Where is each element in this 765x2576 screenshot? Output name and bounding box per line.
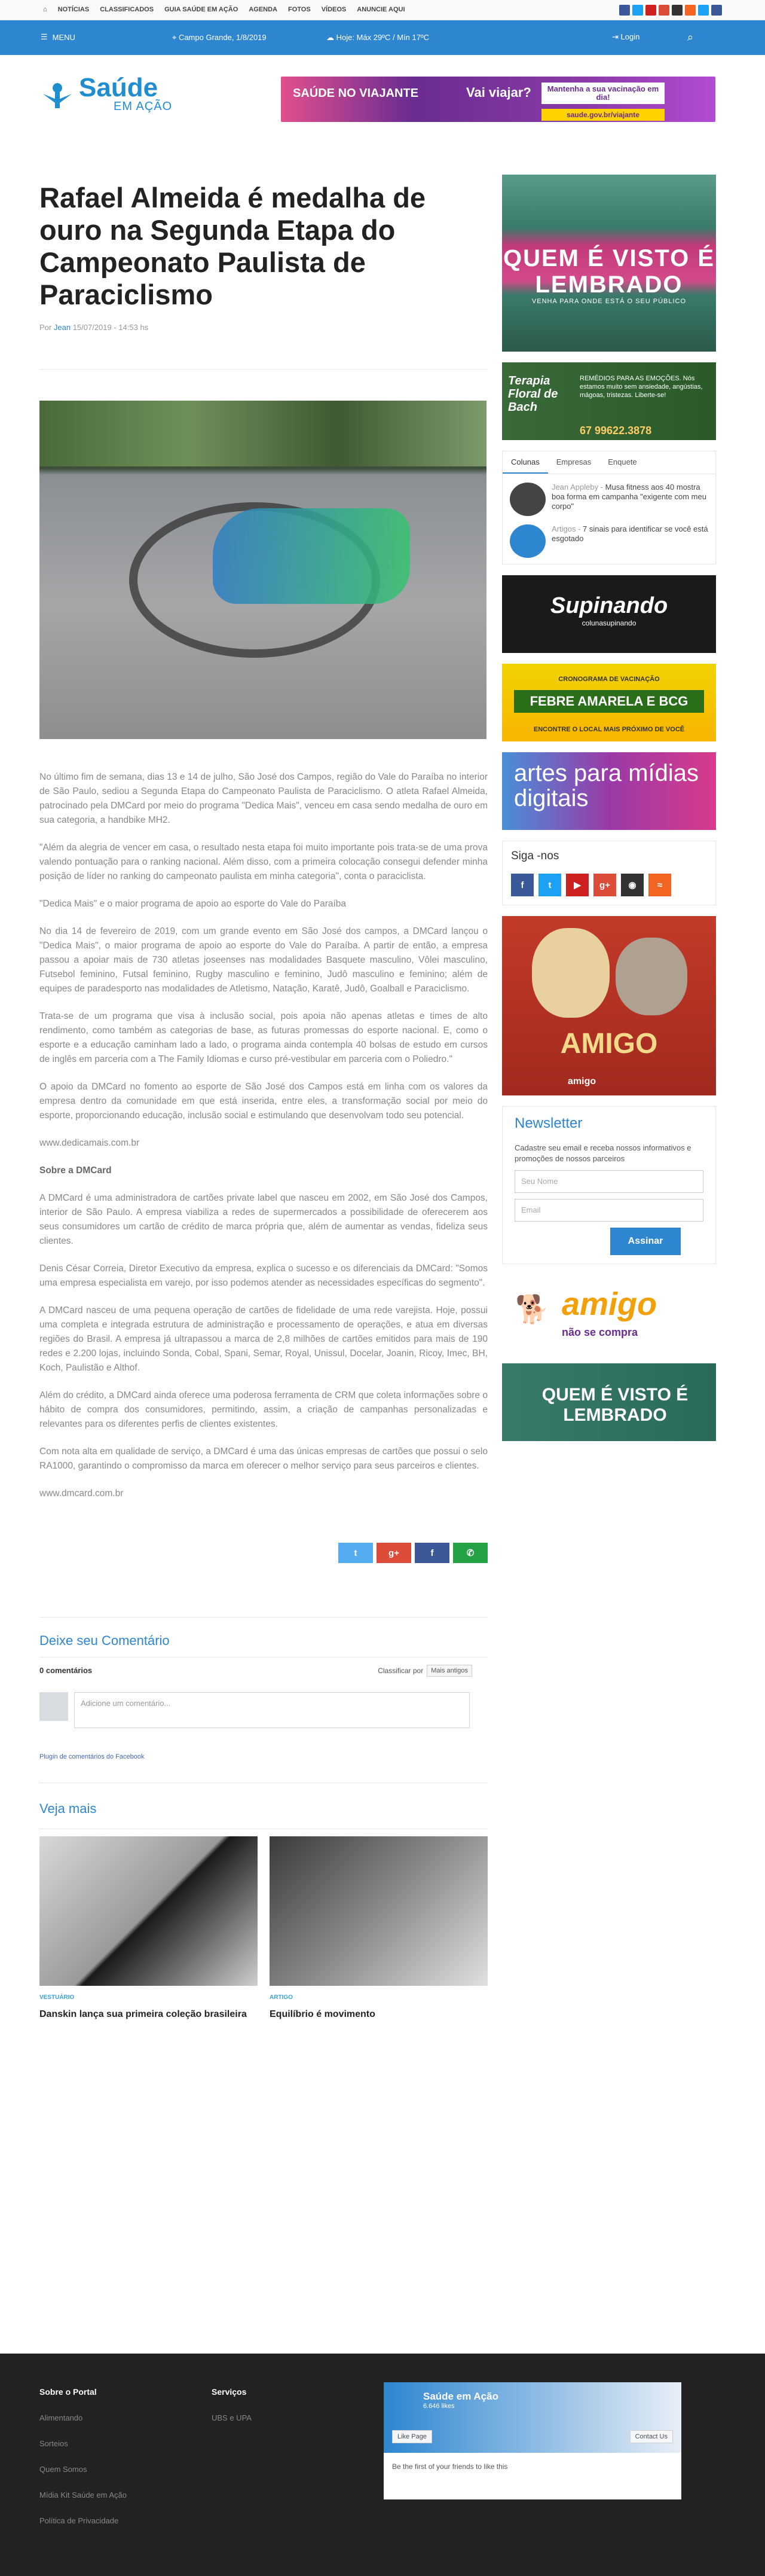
tab-header	[503, 451, 715, 474]
sidebar-ad-artes[interactable]	[502, 752, 716, 830]
avatar	[510, 524, 546, 558]
meta-by: Por	[39, 323, 52, 332]
dmcard-link[interactable]: www.dmcard.com.br	[39, 1488, 124, 1498]
footer-col-servicos	[212, 2387, 252, 2422]
top-link-agenda[interactable]: AGENDA	[249, 6, 277, 13]
footer-link[interactable]: Quem Somos	[39, 2465, 87, 2474]
sidebar	[502, 175, 716, 1452]
newsletter-desc: Cadastre seu email e receba nossos informativos e promoções de nossos parceiros	[515, 1143, 691, 1163]
divider	[39, 369, 488, 370]
pets-brand: amigo	[568, 1076, 596, 1086]
ad-purple-text: artes para mídias digitais	[514, 760, 699, 811]
sidebar-ad-floral[interactable]	[502, 362, 716, 440]
paragraph: Com nota alta em qualidade de serviço, a DMCard é uma das únicas empresas de cartões que possui o selo RA1000, garantindo o compromisso da marca em oferecer o melhor serviço para seus parceiros e clientes.	[39, 1446, 488, 1471]
article-title: Rafael Almeida é medalha de ouro na Segunda Etapa do Campeonato Paulista de Paraciclismo	[39, 182, 426, 310]
tab-item-author: Jean Appleby -	[552, 483, 604, 492]
instagram-icon[interactable]	[672, 5, 683, 16]
ad1-sub: VENHA PARA ONDE ESTÁ O SEU PÚBLICO	[531, 298, 687, 305]
site-header	[0, 55, 765, 127]
name-field[interactable]: Seu Nome	[515, 1170, 703, 1193]
related-category: VESTUÁRIO	[39, 1994, 75, 2001]
paragraph: Denis César Correia, Diretor Executivo da empresa, explica o sucesso e os diferenciais da DMCard: "Somos uma empresa especialista em varejo, por isso podemos atender as necessidades específicas do segmento".	[39, 1263, 488, 1288]
sidebar-ad-pets[interactable]	[502, 916, 716, 1095]
top-link-fotos[interactable]: FOTOS	[287, 6, 311, 13]
login-icon: ⇥	[612, 32, 621, 41]
facebook-comments	[39, 1657, 488, 1771]
related-section	[39, 1801, 488, 2020]
sort-label: Classificar por	[378, 1667, 424, 1675]
newsletter-title: Newsletter	[515, 1115, 583, 1131]
weather-text: Hoje: Máx 29ºC / Mín 17ºC	[336, 33, 430, 42]
linkedin-icon[interactable]	[711, 5, 722, 16]
search-icon[interactable]: ⌕	[687, 31, 694, 43]
article-column	[39, 182, 488, 2020]
tab-item-title[interactable]: Musa fitness aos 40 mostra boa forma em campanha "exigente com meu corpo"	[552, 483, 706, 511]
sidebar-ad-supinando[interactable]	[502, 575, 716, 653]
weather	[326, 33, 429, 42]
share-twitter-icon[interactable]: t	[338, 1543, 373, 1563]
login-button[interactable]	[612, 32, 639, 42]
amigo-title: amigo	[562, 1286, 657, 1322]
sidebar-ad-amigo[interactable]	[502, 1275, 716, 1353]
menu-label: MENU	[52, 32, 75, 42]
dog-image	[532, 928, 610, 1018]
footer-link[interactable]: Política de Privacidade	[39, 2516, 119, 2525]
article-date: 15/07/2019 - 14:53 hs	[72, 323, 149, 332]
location-date	[172, 33, 267, 42]
twitter-icon[interactable]	[632, 5, 643, 16]
pin-icon: ⌖	[172, 33, 179, 42]
related-card[interactable]	[39, 1836, 258, 2020]
twitter-icon[interactable]: t	[538, 874, 561, 896]
logo-name: Saúde	[79, 73, 158, 102]
login-label: Login	[620, 32, 640, 41]
blue-navbar	[0, 20, 765, 55]
paragraph: A DMCard nasceu de uma pequena operação de cartões de fidelidade de uma rede varejista. Hoje, possui uma completa e integrada estrutura de administração e processamento de operações, e atua em diversas regiões do Brasil. A empresa já ultrapassou a marca de 2,8 milhões de cartões emitidos para mais de 190 redes e 2.200 lojas, incluindo Sonda, Cobal, Spani, Semar, Royal, Unissul, Docelar, Joanin, Ricoy, Imec, BH, Koch, Paulistão e Althof.	[39, 1305, 488, 1373]
paragraph: Além do crédito, a DMCard ainda oferece uma poderosa ferramenta de CRM que coleta informações sobre o hábito de compra dos consumidores, permitindo, assim, a criação de campanhas personalizadas e relevantes para os diferentes perfis de clientes existentes.	[39, 1390, 488, 1429]
related-headline[interactable]: Equilíbrio é movimento	[270, 2009, 375, 2019]
footer-col-title: Sobre o Portal	[39, 2387, 97, 2397]
top-link-videos[interactable]: VÍDEOS	[321, 6, 347, 13]
tab-item-author: Artigos -	[552, 524, 581, 533]
share-whatsapp-icon[interactable]: ✆	[453, 1543, 488, 1563]
comments-count: 0 comentários	[39, 1666, 93, 1675]
paragraph: O apoio da DMCard no fomento ao esporte de São José dos Campos está em linha com os valores da empresa dentro da comunidade em que está inserida, entre eles, a transformação social por meio do esporte, proporcionando educação, inclusão social e estimulando que desenvolvam todo seu potencial.	[39, 1082, 488, 1121]
fb-likes: 6.646 likes	[423, 2403, 455, 2410]
paragraph: No último fim de semana, dias 13 e 14 de julho, São José dos Campos, região do Vale do Paraíba no interior de São Paulo, sediou a Segunda Etapa do Campeonato Paulista de Paraciclismo. O atleta Rafael Almeida, patrocinado pela DMCard por meio do programa "Dedica Mais", venceu em casa sendo medalha de ouro em sua categoria, a handbike MH2.	[39, 772, 488, 825]
tab-item-title[interactable]: 7 sinais para identificar se você está esgotado	[552, 524, 708, 543]
share-google-icon[interactable]: g+	[377, 1543, 411, 1563]
tab-colunas[interactable]: Colunas	[503, 451, 548, 474]
fb-contact-button[interactable]: Contact Us	[630, 2430, 673, 2443]
comment-box	[39, 1692, 470, 1728]
section-heading: Sobre a DMCard	[39, 1165, 112, 1176]
comment-input[interactable]: Adicione um comentário...	[74, 1692, 470, 1728]
ad2-title: Terapia Floral de Bach	[508, 374, 558, 414]
top-link-anuncie[interactable]: ANUNCIE AQUI	[357, 6, 405, 13]
rss-icon[interactable]	[685, 5, 696, 16]
ad2-phone: 67 99622.3878	[580, 425, 652, 437]
related-image	[39, 1836, 258, 1986]
article-author[interactable]: Jean	[53, 323, 71, 332]
home-icon[interactable]: ⌂	[43, 6, 47, 13]
logo-sub: EM AÇÃO	[114, 100, 173, 113]
ad-yellow-b: FEBRE AMARELA E BCG	[514, 690, 704, 713]
tab-empresas[interactable]: Empresas	[556, 457, 592, 466]
google-plus-icon[interactable]	[659, 5, 669, 16]
photo-trees	[39, 401, 486, 466]
avatar	[39, 1692, 68, 1721]
photo-rider	[213, 508, 410, 604]
ad2-text: REMÉDIOS PARA AS EMOÇÕES. Nós estamos muito sem ansiedade, angústias, mágoas, tristezas. Liberte-se!	[580, 375, 703, 399]
sidebar-ad-lembrado[interactable]	[502, 175, 716, 352]
related-cards	[39, 1829, 488, 2020]
follow-title: Siga -nos	[511, 850, 559, 862]
follow-us	[502, 841, 716, 905]
article-meta	[39, 323, 488, 332]
top-links	[43, 6, 405, 13]
sort-select[interactable]: Mais antigos	[427, 1665, 472, 1677]
email-field[interactable]: Email	[515, 1199, 703, 1222]
avatar	[510, 483, 546, 516]
fb-page-name[interactable]: Saúde em Ação	[423, 2391, 498, 2402]
youtube-icon[interactable]	[645, 5, 656, 16]
dedicamais-link[interactable]: www.dedicamais.com.br	[39, 1138, 140, 1148]
ad-dark-sub: colunasupinando	[582, 619, 637, 627]
tab-item[interactable]	[503, 516, 715, 558]
fb-cover	[384, 2382, 681, 2453]
top-link-noticias[interactable]: NOTÍCIAS	[57, 6, 90, 13]
site-footer	[0, 2354, 765, 2576]
logo-text	[79, 73, 173, 114]
related-headline[interactable]: Danskin lança sua primeira coleção brasileira	[39, 2009, 247, 2019]
comments-section	[39, 1633, 488, 1771]
cat-image	[616, 938, 687, 1015]
paragraph: "Além da alegria de vencer em casa, o resultado nesta etapa foi muito importante pois trata-se de uma prova valendo pontuação para o ranking nacional. Além disso, com a primeira colocação consegui defender minha posição de líder no ranking do campeonato paulista em minha categoria", conta o paraciclista.	[39, 843, 488, 881]
cloud-icon: ☁	[326, 33, 336, 42]
related-image	[270, 1836, 488, 1986]
logo-icon	[42, 80, 73, 111]
tab-enquete[interactable]: Enquete	[608, 457, 637, 466]
amigo-sub: não se compra	[562, 1326, 638, 1338]
comments-sort	[378, 1665, 472, 1677]
fb-plugin-label[interactable]: Plugin de comentários do Facebook	[39, 1753, 145, 1760]
follow-icons	[511, 874, 707, 896]
top-link-guia[interactable]: GUIA SAÚDE EM AÇÃO	[164, 6, 238, 13]
subscribe-button[interactable]: Assinar	[610, 1228, 681, 1255]
menu-button[interactable]	[41, 32, 75, 42]
related-title: Veja mais	[39, 1801, 97, 1816]
top-bar	[0, 0, 765, 20]
instagram-icon[interactable]: ◉	[621, 874, 644, 896]
banner-right-text: Mantenha a sua vacinação em dia!	[541, 83, 665, 104]
paragraph: A DMCard é uma administradora de cartões private label que nasceu em 2002, em São José dos Campos, interior de São Paulo. A empresa viabiliza a redes de supermercados a possibilidade de oferecerem aos seus consumidores um cartão de crédito de marca própria que, além de aumentar as vendas, fideliza seus clientes.	[39, 1193, 488, 1246]
facebook-icon[interactable]	[619, 5, 630, 16]
lembr-title: QUEM É VISTO É LEMBRADO	[541, 1385, 688, 1425]
ad-dark-title: Supinando	[550, 593, 668, 618]
paragraph: No dia 14 de fevereiro de 2019, com um grande evento em São José dos campos, a DMCard lançou o "Dedica Mais", o maior programa de apoio ao esporte do Vale do Paraíba. A partir de então, a empresa passou a apoiar mais de 730 atletas joseenses nas modalidades Basquete masculino, Vôlei masculino, Futsebol feminino, Futsal feminino, Rugby masculino e feminino, Judô masculino e feminino; além de equipes de paradesporto nas modalidades de Atletismo, Natação, Karatê, Judô, Goalball e Paraciclismo.	[39, 926, 488, 994]
tab-item-text	[552, 483, 708, 516]
pets-title: AMIGO	[560, 1028, 658, 1060]
date-text: Campo Grande, 1/8/2019	[178, 33, 267, 42]
ad1-title: QUEM É VISTO É LEMBRADO	[503, 245, 715, 298]
top-socials	[619, 5, 722, 16]
sidebar-ad-vacina[interactable]	[502, 664, 716, 741]
facebook-page-widget	[384, 2382, 681, 2499]
footer-col-sobre	[39, 2387, 127, 2525]
related-category: ARTIGO	[270, 1994, 293, 2001]
footer-link[interactable]: UBS e UPA	[212, 2413, 252, 2422]
paragraph: Trata-se de um programa que visa à inclusão social, pois apoia não apenas atletas e times de alto rendimento, como também as categorias de base, as futuras promessas do esporte nacional. E, como o esporte e a educação caminham lado a lado, o programa ainda contempla 40 bolsas de estudo em cursos de inglês em parceria com a The Family Idiomas e curso pré-vestibular em parceria com o Poliedro."	[39, 1011, 488, 1064]
top-link-classificados[interactable]: CLASSIFICADOS	[100, 6, 154, 13]
sidebar-tabs	[502, 451, 716, 564]
fb-like-button[interactable]: Like Page	[392, 2430, 432, 2443]
tab-item-text	[552, 524, 708, 558]
fb-first-text: Be the first of your friends to like this	[392, 2462, 508, 2471]
banner-left-text: SAÚDE NO VIAJANTE	[293, 87, 419, 100]
newsletter	[502, 1106, 716, 1264]
banner-middle-text: Vai viajar?	[466, 85, 531, 100]
banner-url: saude.gov.br/viajante	[541, 109, 665, 121]
top-banner-ad[interactable]	[281, 77, 715, 122]
sidebar-ad-lembrado-2[interactable]	[502, 1363, 716, 1441]
share-buttons	[39, 1543, 488, 1563]
footer-link[interactable]: Sorteios	[39, 2439, 68, 2448]
rss-icon[interactable]: ≈	[648, 874, 671, 896]
article-body	[39, 770, 488, 1501]
footer-col-title: Serviços	[212, 2387, 247, 2397]
related-card[interactable]	[270, 1836, 488, 2020]
dog-icon: 🐕	[515, 1293, 550, 1324]
paragraph: "Dedica Mais" e o maior programa de apoio ao esporte do Vale do Paraíba	[39, 899, 347, 909]
comments-title: Deixe seu Comentário	[39, 1633, 170, 1648]
google-plus-icon[interactable]: g+	[593, 874, 616, 896]
vimeo-icon[interactable]	[698, 5, 709, 16]
article-photo	[39, 401, 486, 739]
hamburger-icon: ☰	[41, 32, 48, 41]
tab-item[interactable]	[503, 474, 715, 516]
youtube-icon[interactable]: ▶	[566, 874, 589, 896]
share-facebook-icon[interactable]: f	[415, 1543, 449, 1563]
ad-yellow-c: ENCONTRE O LOCAL MAIS PRÓXIMO DE VOCÊ	[533, 726, 685, 733]
facebook-icon[interactable]: f	[511, 874, 534, 896]
footer-link[interactable]: Alimentando	[39, 2413, 83, 2422]
ad-yellow-a: CRONOGRAMA DE VACINAÇÃO	[558, 676, 660, 683]
site-logo[interactable]	[42, 73, 173, 114]
footer-link[interactable]: Mídia Kit Saúde em Ação	[39, 2490, 127, 2499]
